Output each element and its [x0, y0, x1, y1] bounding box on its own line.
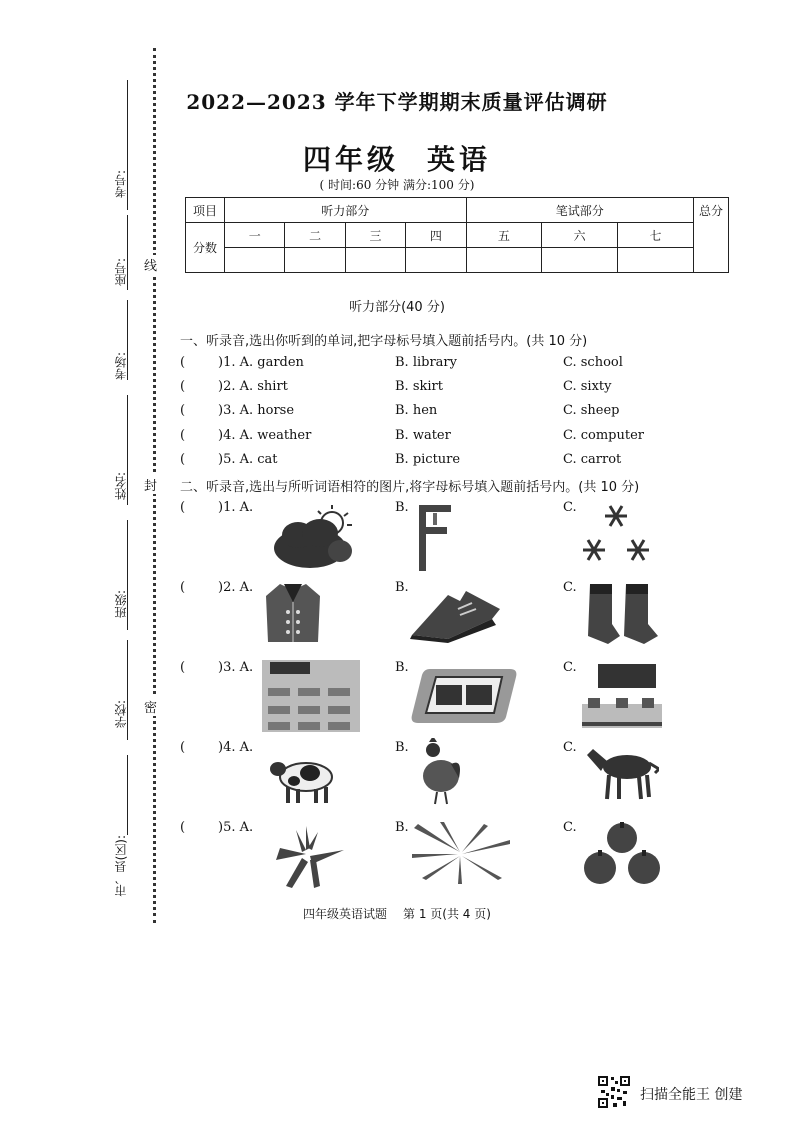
subject-label: 英语 [427, 143, 492, 176]
option-a: )4. A. weather [218, 428, 312, 443]
option-b: B. water [395, 428, 451, 443]
part1-question-4 [180, 428, 740, 448]
option-a: )3. A. [218, 660, 254, 675]
seal-char-seal: 封 [144, 475, 157, 494]
playground-icon [410, 665, 520, 725]
seal-char-secret: 密 [144, 697, 157, 716]
option-a: )5. A. [218, 820, 254, 835]
exam-number-label: 考号: [114, 170, 128, 199]
snowflakes-icon [578, 502, 656, 568]
name-line [127, 395, 128, 505]
answer-bracket[interactable]: ( [180, 379, 186, 394]
seat-number-label: 座号: [114, 258, 128, 287]
option-b: B. [395, 580, 409, 595]
option-c: C. computer [563, 428, 645, 443]
option-c: C. carrot [563, 452, 622, 467]
option-b: B. picture [395, 452, 461, 467]
exam-title: 2022—2023 学年下学期期末质量评估调研 [186, 90, 608, 114]
part1-question-2 [180, 379, 740, 399]
option-c: C. sheep [563, 403, 620, 418]
answer-bracket[interactable]: ( [180, 500, 186, 515]
socks-icon [582, 580, 662, 646]
scanner-watermark: 扫描全能王 创建 [640, 1087, 743, 1103]
classroom-icon [262, 660, 360, 732]
coat-icon [262, 580, 324, 646]
name-label: 姓名: [114, 472, 128, 501]
part1-question-3 [180, 403, 740, 423]
answer-bracket[interactable]: ( [180, 740, 186, 755]
option-a: )5. A. cat [218, 452, 278, 467]
score-cell[interactable] [618, 248, 694, 273]
computer-room-icon [582, 660, 662, 730]
answer-bracket[interactable]: ( [180, 355, 186, 370]
option-a: )3. A. horse [218, 403, 295, 418]
option-c: C. [563, 820, 577, 835]
col-6: 六 [542, 223, 618, 248]
score-row-label: 分数 [186, 223, 225, 273]
col-5: 五 [466, 223, 542, 248]
qr-code-icon [597, 1075, 631, 1109]
score-cell[interactable] [466, 248, 542, 273]
listening-section-heading: 听力部分(40 分) [349, 300, 445, 315]
option-b: B. library [395, 355, 457, 370]
option-b: B. [395, 820, 409, 835]
green-beans-icon [410, 822, 514, 884]
option-b: B. [395, 740, 409, 755]
score-cell[interactable] [345, 248, 405, 273]
cloudy-weather-icon [270, 503, 360, 573]
option-b: B. hen [395, 403, 438, 418]
option-a: )2. A. shirt [218, 379, 288, 394]
tomatoes-icon [582, 822, 662, 888]
school-line [127, 640, 128, 740]
page-number: 第 1 页(共 4 页) [403, 907, 491, 921]
listening-header: 听力部分 [225, 198, 467, 223]
carrots-icon [266, 820, 350, 890]
total-header: 总分 [694, 198, 729, 273]
col-4: 四 [406, 223, 466, 248]
col-3: 三 [345, 223, 405, 248]
answer-bracket[interactable]: ( [180, 452, 186, 467]
sneakers-icon [408, 585, 508, 643]
county-line [127, 755, 128, 835]
class-label: 班级: [114, 590, 128, 619]
score-table [185, 197, 729, 273]
exam-meta: ( 时间:60 分钟 满分:100 分) [319, 178, 475, 192]
part1-instruction: 一、听录音,选出你听到的单词,把字母标号填入题前括号内。(共 10 分) [180, 334, 588, 349]
option-c: C. sixty [563, 379, 612, 394]
item-header: 项目 [186, 198, 225, 223]
option-c: C. [563, 500, 577, 515]
grade-label: 四年级 [302, 143, 399, 176]
exam-room-label: 考场: [114, 352, 128, 381]
answer-bracket[interactable]: ( [180, 403, 186, 418]
option-b: B. skirt [395, 379, 443, 394]
option-c: C. [563, 660, 577, 675]
col-1: 一 [225, 223, 285, 248]
score-cell[interactable] [406, 248, 466, 273]
option-a: )1. A. [218, 500, 254, 515]
letter-f-icon [415, 505, 455, 571]
seal-char-line: 线 [144, 255, 157, 274]
page-footer [0, 905, 794, 922]
option-b: B. [395, 500, 409, 515]
part2-instruction: 二、听录音,选出与所听词语相符的图片,将字母标号填入题前括号内。(共 10 分) [180, 480, 640, 495]
grade-subject [0, 138, 794, 178]
option-c: C. school [563, 355, 623, 370]
score-cell[interactable] [542, 248, 618, 273]
exam-name: 四年级英语试题 [303, 907, 388, 921]
option-a: )4. A. [218, 740, 254, 755]
score-cell[interactable] [285, 248, 345, 273]
county-label: 市、县(区): [114, 835, 128, 897]
answer-bracket[interactable]: ( [180, 660, 186, 675]
option-a: )1. A. garden [218, 355, 304, 370]
option-a: )2. A. [218, 580, 254, 595]
option-b: B. [395, 660, 409, 675]
col-7: 七 [618, 223, 694, 248]
answer-bracket[interactable]: ( [180, 580, 186, 595]
horse-icon [585, 745, 659, 803]
school-label: 学校: [114, 700, 128, 729]
option-c: C. [563, 580, 577, 595]
part1-question-5 [180, 452, 740, 472]
score-cell[interactable] [225, 248, 285, 273]
cow-icon [266, 755, 338, 805]
class-line [127, 520, 128, 630]
writing-header: 笔试部分 [466, 198, 693, 223]
answer-bracket[interactable]: ( [180, 428, 186, 443]
col-2: 二 [285, 223, 345, 248]
seat-number-line [127, 215, 128, 290]
answer-bracket[interactable]: ( [180, 820, 186, 835]
option-c: C. [563, 740, 577, 755]
part1-question-1 [180, 355, 740, 375]
hen-icon [415, 738, 465, 808]
